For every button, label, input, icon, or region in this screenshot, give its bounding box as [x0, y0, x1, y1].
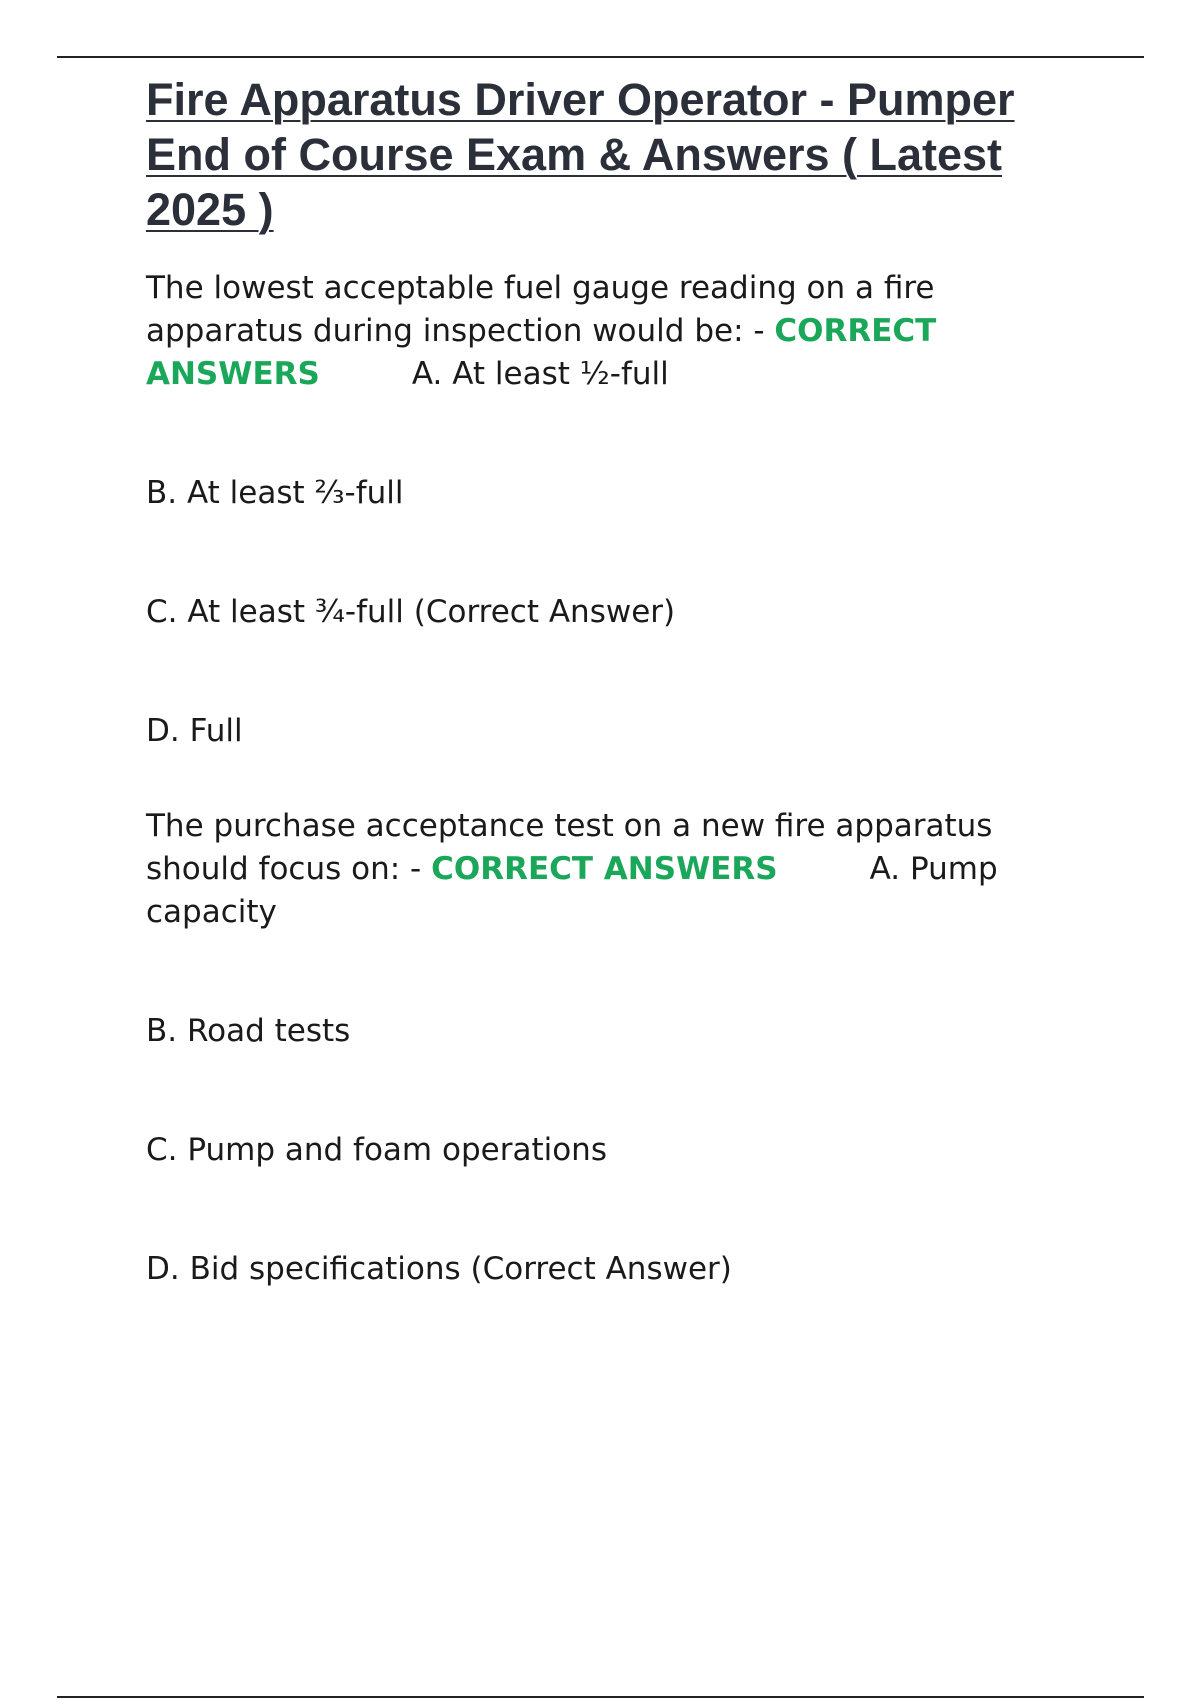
question-1-option-a: A. At least ½-full — [411, 356, 669, 392]
top-rule — [57, 56, 1144, 58]
question-2-option-b: B. Road tests — [146, 1013, 351, 1049]
question-1-option-d: D. Full — [146, 713, 243, 749]
question-2-prompt: The purchase acceptance test on a new fire apparatus should focus on: - — [146, 808, 993, 887]
question-2-option-d: D. Bid specifications (Correct Answer) — [146, 1251, 732, 1287]
question-2-option-a: A. Pump capacity — [146, 851, 998, 930]
question-2-option-c: C. Pump and foam operations — [146, 1132, 607, 1168]
question-2 — [146, 805, 1076, 934]
document-title: Fire Apparatus Driver Operator - Pumper End of Course Exam & Answers ( Latest 2025 ) — [146, 74, 1015, 235]
question-1-prompt: The lowest acceptable fuel gauge reading on a fire apparatus during inspection would be: - — [146, 270, 935, 349]
question-1-option-c: C. At least ¾-full (Correct Answer) — [146, 594, 676, 630]
question-1-answer-label: CORRECT ANSWERS — [146, 313, 937, 392]
question-1 — [146, 267, 1076, 396]
document-body — [146, 72, 1076, 1291]
bottom-rule — [57, 1696, 1144, 1698]
question-2-answer-label: CORRECT ANSWERS — [431, 851, 778, 887]
question-1-option-b: B. At least ⅔-full — [146, 475, 404, 511]
